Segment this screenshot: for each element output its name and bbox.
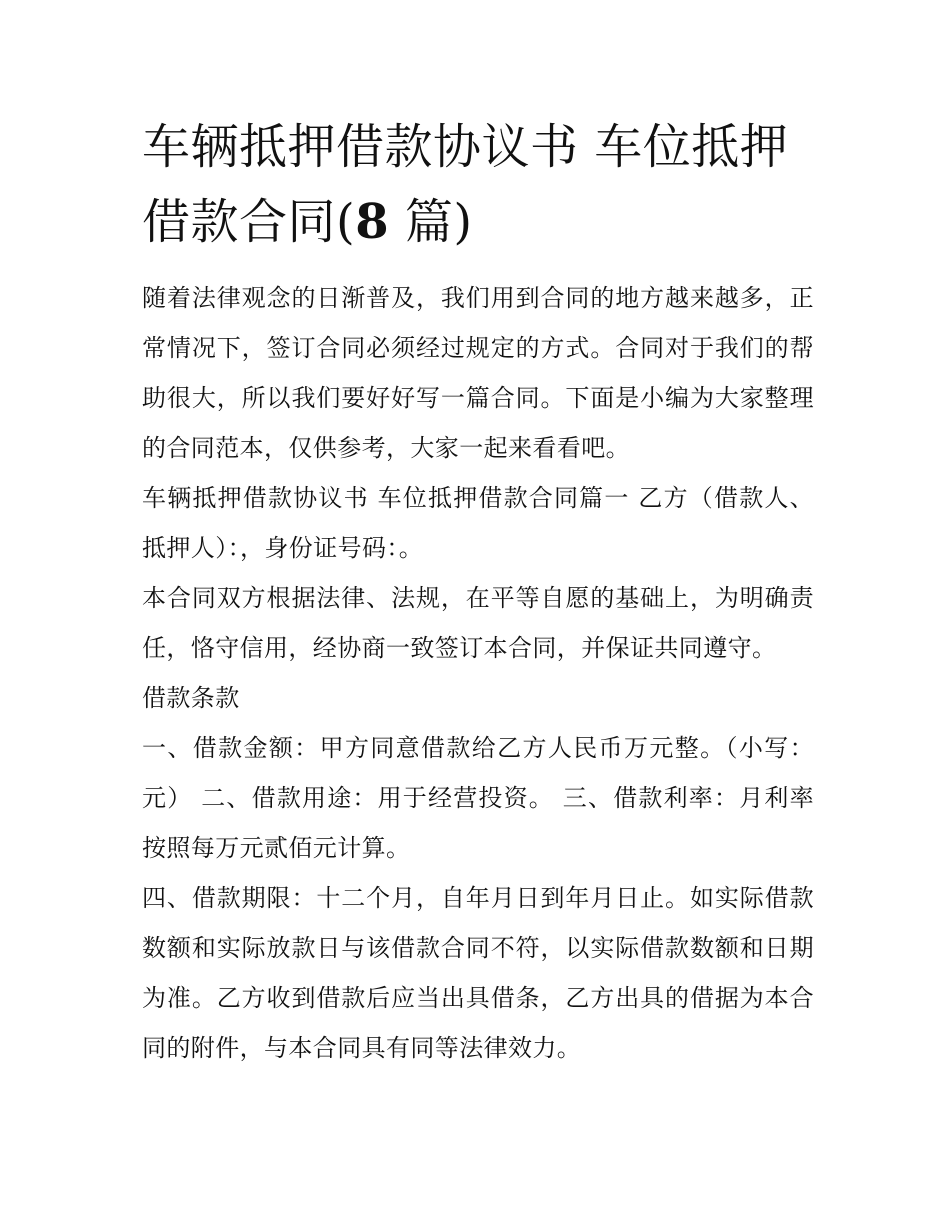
loan-amount-paragraph: 一、借款金额：甲方同意借款给乙方人民币万元整。（小写：元） 二、借款用途：用于经营投资。 三、借款利率：月利率按照每万元贰佰元计算。 [142, 734, 814, 862]
intro-paragraph: 随着法律观念的日渐普及，我们用到合同的地方越来越多，正常情况下，签订合同必须经过规定的方式。合同对于我们的帮助很大，所以我们要好好写一篇合同。下面是小编为大家整理的合同范本，仅供参考，大家一起来看看吧。 [142, 284, 814, 462]
loan-term-paragraph: 四、借款期限：十二个月，自年月日到年月日止。如实际借款数额和实际放款日与该借款合同不符，以实际借款数额和日期为准。乙方收到借款后应当出具借条，乙方出具的借据为本合同的附件，与本合同具有同等法律效力。 [142, 884, 814, 1062]
title-suffix: 篇) [389, 194, 473, 250]
document-body [142, 110, 814, 1073]
document-title [142, 110, 814, 260]
section-heading-paragraph: 车辆抵押借款协议书 车位抵押借款合同篇一 乙方（借款人、抵押人）：，身份证号码：。 [142, 484, 814, 562]
loan-terms-heading: 借款条款 [142, 684, 240, 712]
agreement-paragraph: 本合同双方根据法律、法规，在平等自愿的基础上，为明确责任，恪守信用，经协商一致签订本合同，并保证共同遵守。 [142, 584, 814, 662]
title-count: 8 [355, 194, 390, 250]
title-text: 车辆抵押借款协议书 车位抵押借款合同( [142, 119, 789, 250]
